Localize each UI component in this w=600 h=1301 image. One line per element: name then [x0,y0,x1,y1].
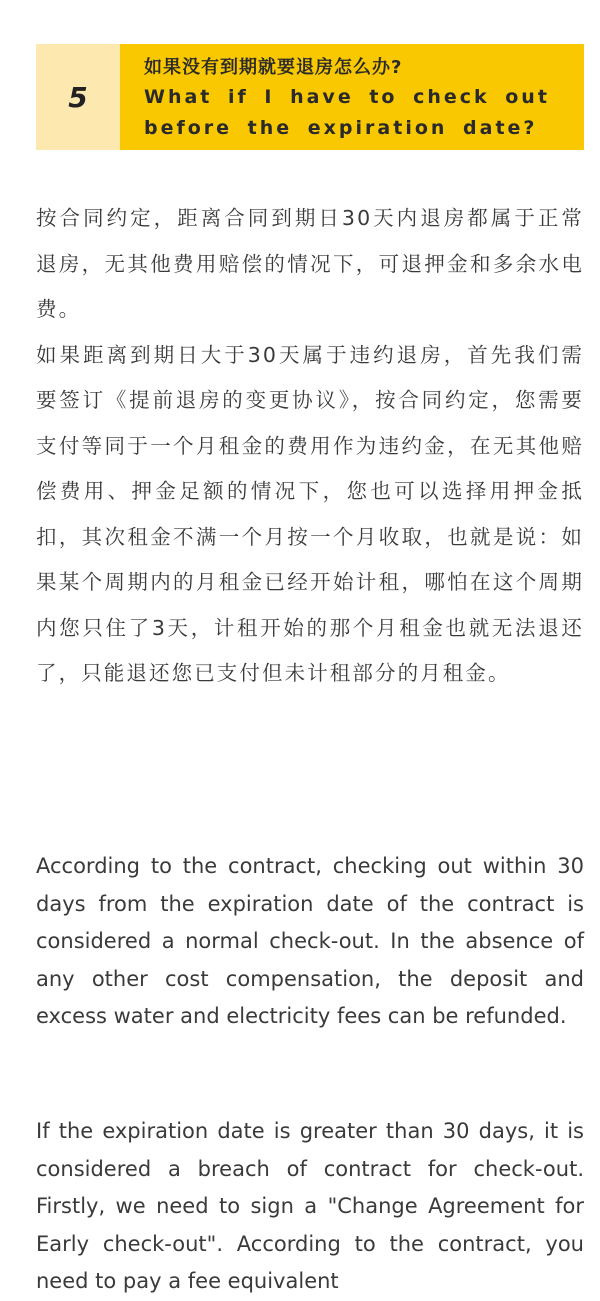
section-title-zh: 如果没有到期就要退房怎么办? [144,57,403,78]
section-number-box [36,44,120,150]
section-title-box [120,44,584,150]
en-paragraph-1: According to the contract, checking out within 30 days from the expiration date of the contract is considered a normal check-out. In the absence of any other cost compensation, the deposit and excess water and electricity fees can be refunded. [36,854,584,1028]
zh-paragraph-2: 如果距离到期日大于30天属于违约退房，首先我们需要签订《提前退房的变更协议》，按合同约定，您需要支付等同于一个月租金的费用作为违约金，在无其他赔偿费用、押金足额的情况下，您也可以选择用押金抵扣，其次租金不满一个月按一个月收取，也就是说：如果某个周期内的月租金已经开始计租，哪怕在这个周期内您只住了3天，计租开始的那个月租金也就无法退还了，只能退还您已支付但未计租部分的月租金。 [36,342,584,685]
section-title-en-line2: before the expiration date? [144,117,538,139]
section-header [36,44,584,150]
chinese-body [36,196,584,697]
section-number: 5 [68,80,88,114]
section-title-en-line1: What if I have to check out [144,86,550,108]
en-paragraph-2: If the expiration date is greater than 30 days, it is considered a breach of contract for check-out. Firstly, we need to sign a "Change Agreement for Early check-out". According to the contract, you need to pay a fee equivalent [36,1119,584,1293]
zh-paragraph-1: 按合同约定，距离合同到期日30天内退房都属于正常退房，无其他费用赔偿的情况下，可退押金和多余水电费。 [36,206,584,321]
